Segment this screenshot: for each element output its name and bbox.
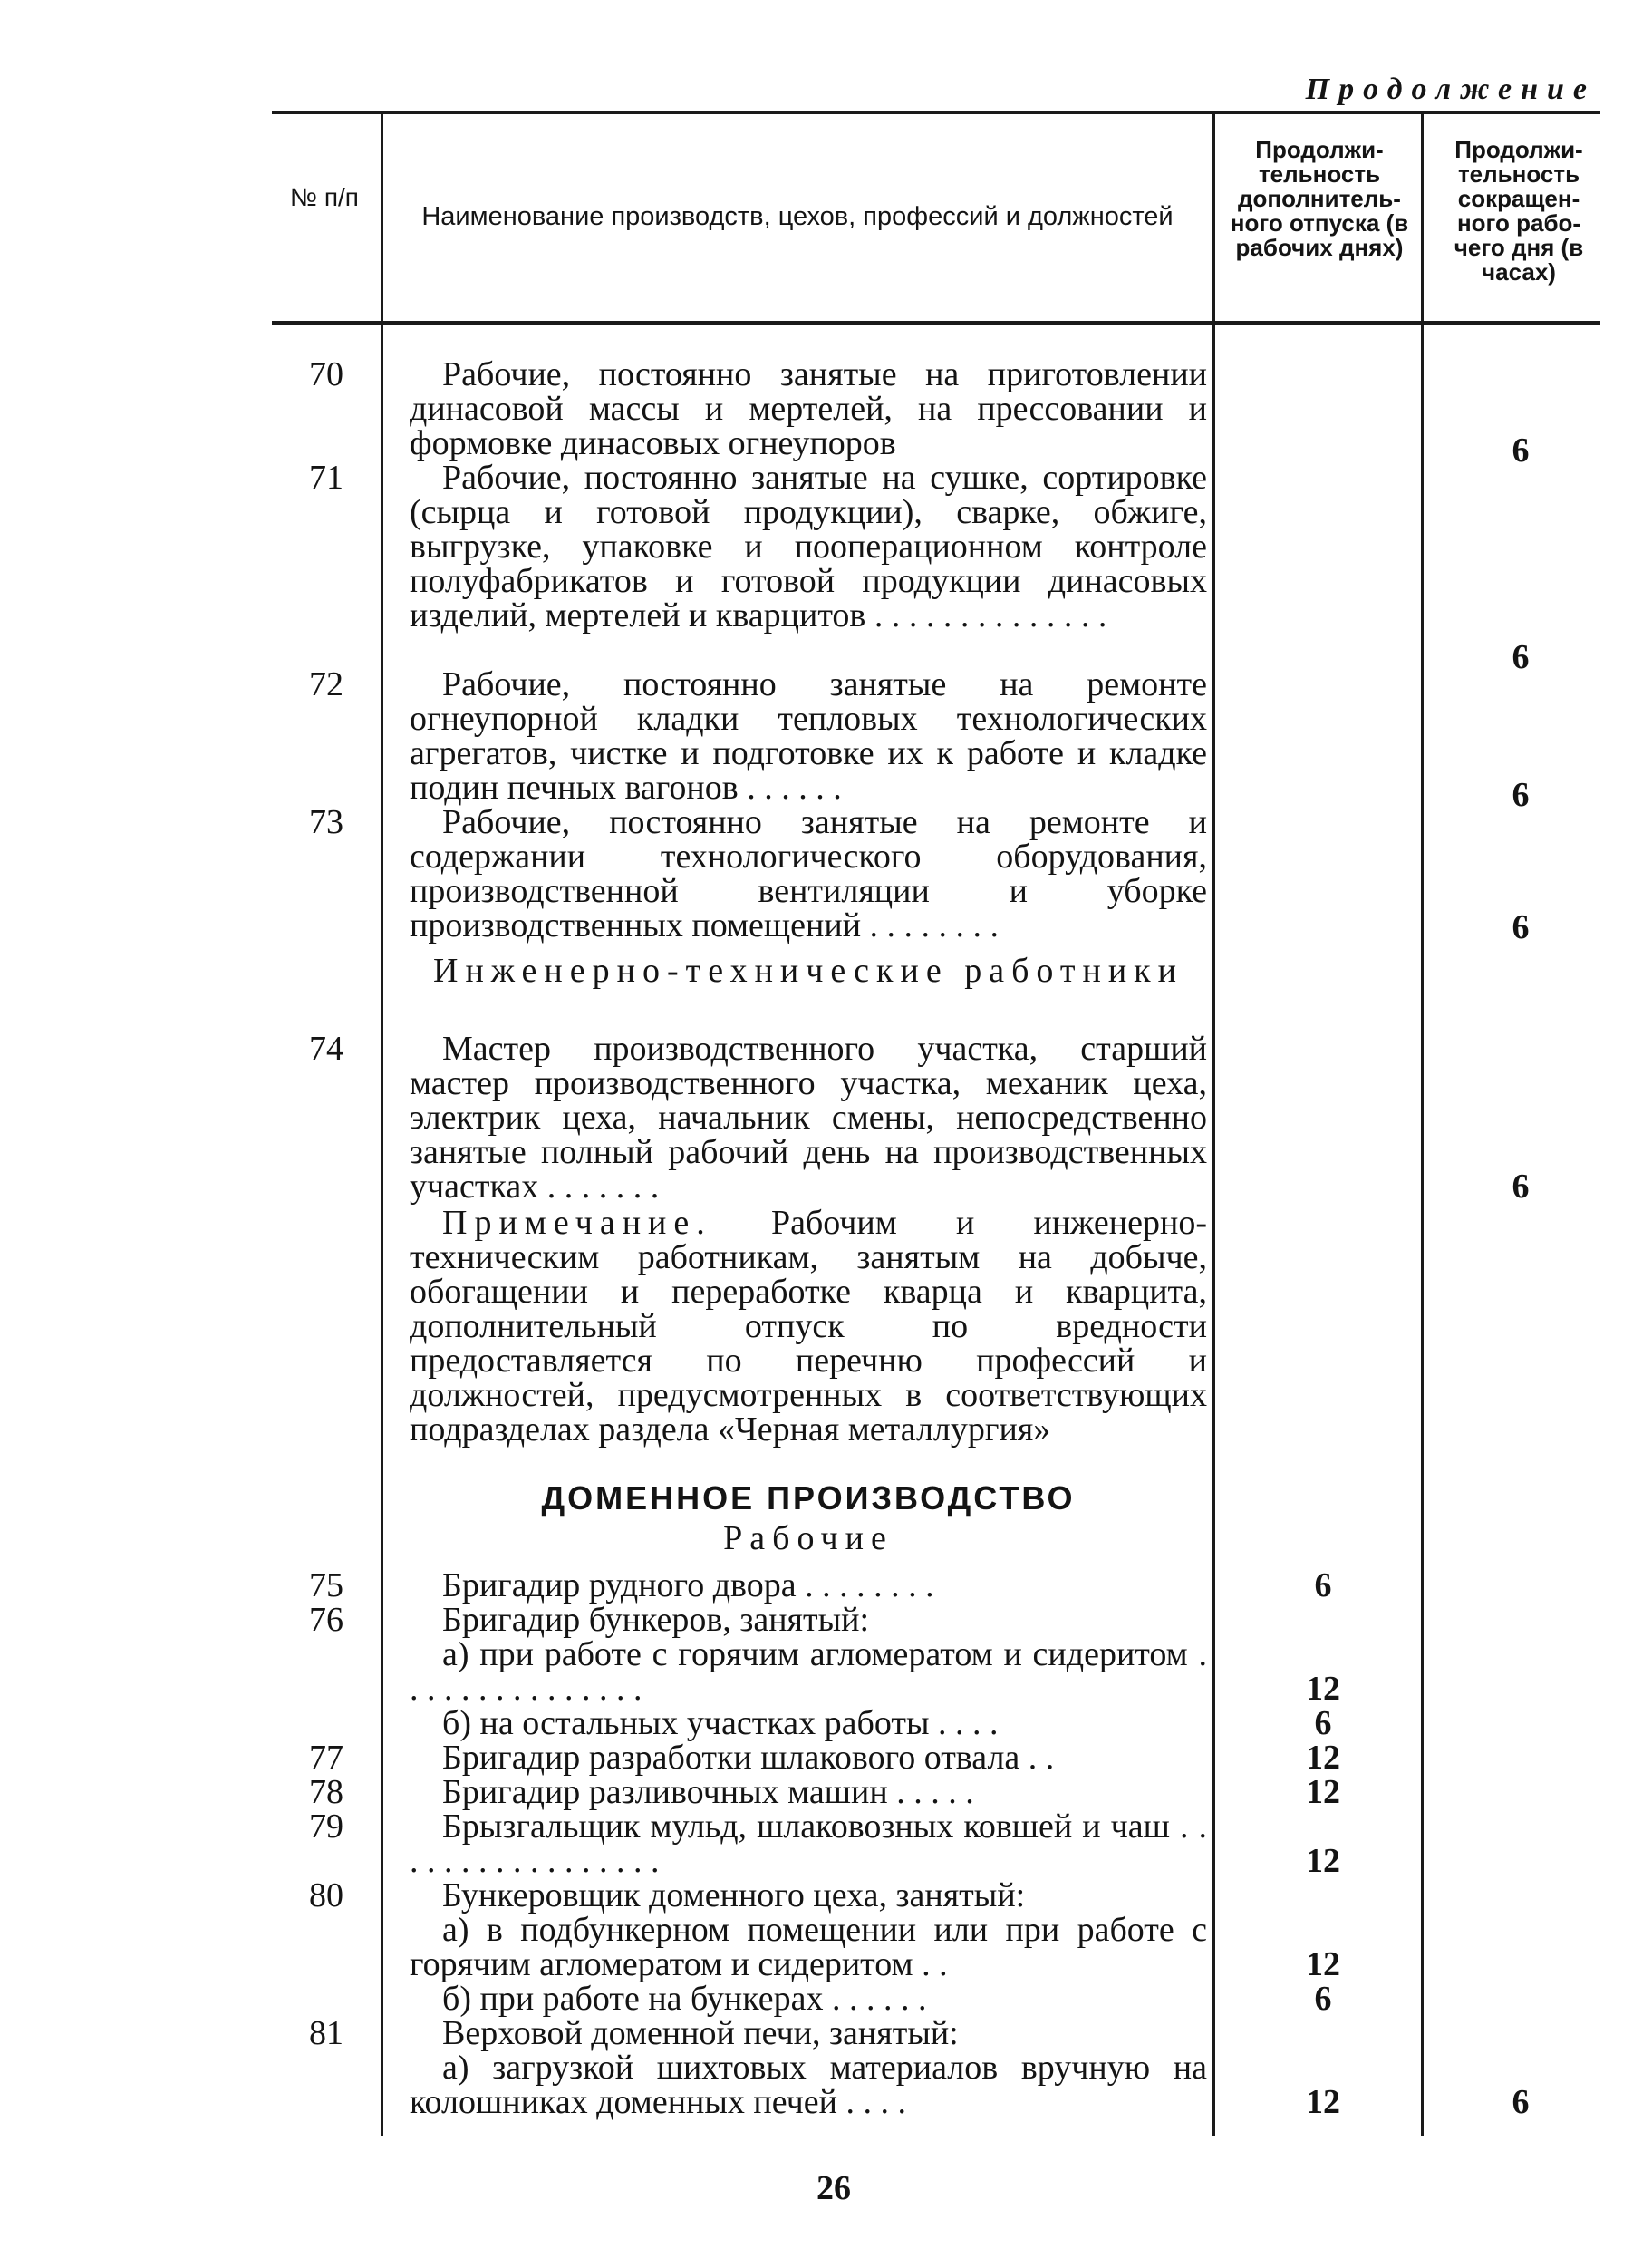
- page-number: 26: [816, 2169, 851, 2207]
- row-text: Брызгальщик мульд, шлаковозных ковшей и чаш . . . . . . . . . . . . . . . . .: [410, 1807, 1207, 1880]
- header-additional-leave: Продолжи-тельность дополнитель-ного отпуска (в рабочих днях): [1230, 136, 1409, 261]
- note-label: Примечание.: [442, 1204, 712, 1242]
- row-number: 74: [309, 1030, 343, 1068]
- row-additional-leave: 12: [1306, 1739, 1340, 1777]
- header-number: № п/п: [290, 183, 359, 211]
- row-number: 72: [309, 665, 343, 703]
- row-text: Верховой доменной печи, занятый:: [442, 2014, 959, 2052]
- table-top-rule: [272, 111, 1600, 114]
- row-text: б) при работе на бункерах . . . . . .: [442, 1980, 927, 2018]
- row-number: 76: [309, 1601, 343, 1639]
- row-reduced-day: 6: [1512, 776, 1530, 814]
- row-number: 77: [309, 1739, 343, 1777]
- row-number: 70: [309, 355, 343, 393]
- row-additional-leave: 12: [1306, 2083, 1340, 2121]
- header-bottom-rule: [272, 321, 1600, 325]
- row-number: 79: [309, 1807, 343, 1846]
- section-heading-blast-furnace: ДОМЕННОЕ ПРОИЗВОДСТВО: [541, 1479, 1076, 1517]
- row-number: 78: [309, 1773, 343, 1811]
- row-reduced-day: 6: [1512, 908, 1530, 946]
- row-text: Рабочие, постоянно занятые на ремонте и содержании технологического оборудования, производственной вентиляции и уборке производственных помещений . . . . . . . .: [410, 803, 1207, 945]
- row-additional-leave: 6: [1314, 1980, 1332, 2018]
- row-additional-leave: 12: [1306, 1773, 1340, 1811]
- header-reduced-day: Продолжи-тельность сокращен-ного рабо-чего дня (в часах): [1454, 136, 1584, 286]
- row-reduced-day: 6: [1512, 2083, 1530, 2121]
- row-text: Бункеровщик доменного цеха, занятый:: [442, 1876, 1026, 1914]
- row-number: 75: [309, 1566, 343, 1604]
- row-text: Рабочие, постоянно занятые на приготовлении динасовой массы и мертелей, на прессовании и формовке динасовых огнеупоров: [410, 355, 1207, 462]
- row-text: Бригадир бункеров, занятый:: [442, 1601, 870, 1639]
- row-number: 71: [309, 459, 343, 497]
- row-text: а) в подбункерном помещении или при работе с горячим агломератом и сидеритом . .: [410, 1911, 1207, 1983]
- row-additional-leave: 12: [1306, 1842, 1340, 1880]
- row-text: а) при работе с горячим агломератом и сидеритом . . . . . . . . . . . . . . .: [410, 1635, 1207, 1708]
- column-divider-leave: [1421, 114, 1424, 2136]
- row-additional-leave: 6: [1314, 1566, 1332, 1604]
- section-heading-workers: Рабочие: [723, 1519, 894, 1557]
- row-text: а) загрузкой шихтовых материалов вручную на колошниках доменных печей . . . .: [410, 2049, 1207, 2121]
- column-divider-name: [1212, 114, 1215, 2136]
- row-text: Рабочие, постоянно занятые на ремонте огнеупорной кладки тепловых технологических агрегатов, чистке и подготовке их к работе и кладке подин печных вагонов . . . . . .: [410, 665, 1207, 807]
- row-additional-leave: 12: [1306, 1945, 1340, 1983]
- row-reduced-day: 6: [1512, 638, 1530, 676]
- row-number: 73: [309, 803, 343, 841]
- row-number: 80: [309, 1876, 343, 1914]
- row-reduced-day: 6: [1512, 431, 1530, 470]
- note-text: Рабочим и инженерно-техническим работникам, занятым на добыче, обогащении и переработке кварца и кварцита, дополнительный отпуск по вредности предоставляется по перечню профессий и должностей, предусмотренных в соответствующих подразделах раздела «Черная металлургия»: [410, 1204, 1207, 1449]
- section-heading-itr: Инженерно-технические работники: [433, 952, 1183, 990]
- row-text: б) на остальных участках работы . . . .: [442, 1704, 999, 1742]
- row-text: Рабочие, постоянно занятые на сушке, сортировке (сырца и готовой продукции), сварке, обжиге, выгрузке, упаковке и пооперационном контроле полуфабрикатов и готовой продукции динасовых изделий, мертелей и кварцитов . . . . . . . . . . . . . .: [410, 459, 1207, 635]
- row-additional-leave: 12: [1306, 1670, 1340, 1708]
- row-text: Бригадир разливочных машин . . . . .: [442, 1773, 974, 1811]
- row-text: Бригадир рудного двора . . . . . . . .: [442, 1566, 934, 1604]
- column-divider-num: [381, 114, 383, 2136]
- row-text: Бригадир разработки шлакового отвала . .: [442, 1739, 1055, 1777]
- header-name: Наименование производств, цехов, профессий и должностей: [421, 202, 1174, 231]
- row-reduced-day: 6: [1512, 1168, 1530, 1206]
- row-number: 81: [309, 2014, 343, 2052]
- running-head: Продолжение: [1305, 73, 1596, 106]
- row-additional-leave: 6: [1314, 1704, 1332, 1742]
- row-text: Мастер производственного участка, старший мастер производственного участка, механик цеха, электрик цеха, начальник смены, непосредственно занятые полный рабочий день на производственных участках . . . . . . .: [410, 1030, 1207, 1206]
